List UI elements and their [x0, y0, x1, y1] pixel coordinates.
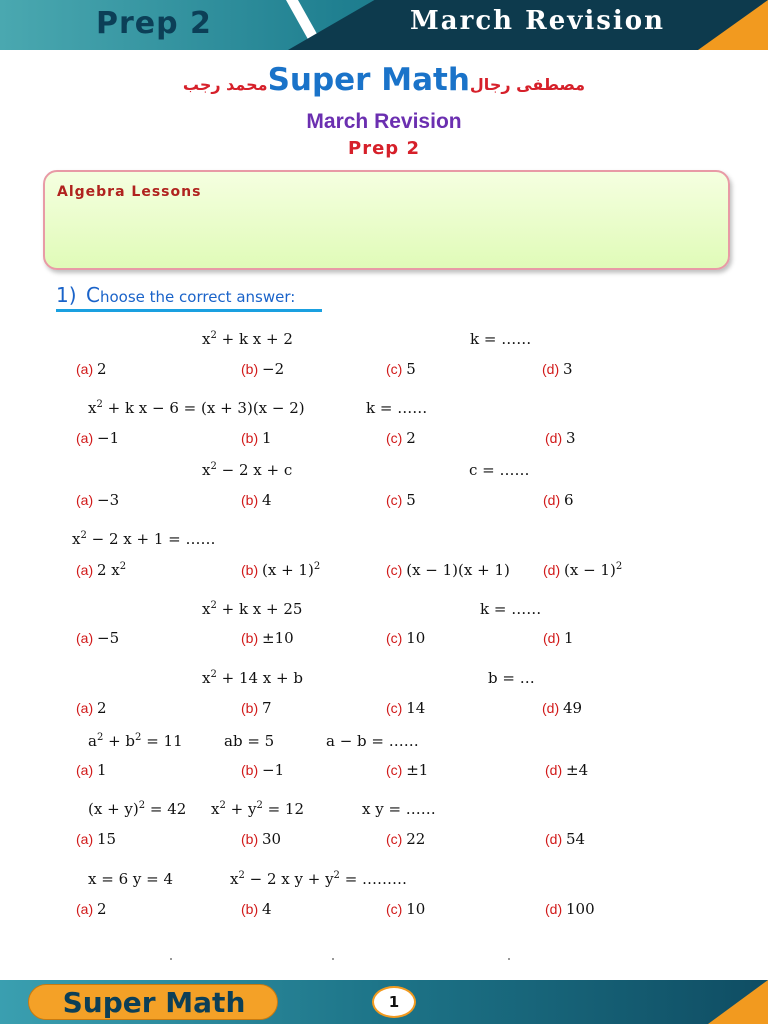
answer-option-b[interactable] [241, 561, 320, 579]
answer-option-a[interactable] [76, 830, 116, 848]
option-label: (a) [76, 630, 97, 646]
answer-option-b[interactable] [241, 629, 294, 647]
option-value: 54 [566, 830, 586, 848]
section-heading-first-letter: C [86, 283, 100, 307]
option-value: 100 [566, 900, 595, 918]
option-label: (a) [76, 430, 97, 446]
option-value: ±1 [406, 761, 429, 779]
option-value: 2 [97, 900, 107, 918]
option-value: ±4 [566, 761, 589, 779]
option-label: (c) [386, 762, 407, 778]
answer-option-c[interactable] [386, 629, 425, 647]
option-label: (c) [386, 430, 407, 446]
question-unknown: k = …… [470, 330, 532, 348]
question-expression: $x^2 - 2$ x + 1 = …… [72, 530, 216, 548]
option-value: (x − 1)(x + 1) [406, 561, 510, 579]
answer-option-c[interactable] [386, 900, 425, 918]
header-band [0, 0, 768, 50]
author-name-left: محمد رجب [182, 75, 268, 94]
answer-option-d[interactable] [545, 900, 595, 918]
option-value: 4 [262, 900, 272, 918]
option-label: (d) [542, 700, 563, 716]
option-value: −3 [97, 491, 120, 509]
option-value: 3 [566, 429, 576, 447]
answer-option-c[interactable] [386, 429, 416, 447]
brand-title: Super Math [267, 62, 470, 98]
option-label: (c) [386, 492, 407, 508]
question-expression: $x^2 + k$ x − 6 = (x + 3)(x − 2) [88, 399, 305, 417]
answer-option-d[interactable] [545, 830, 585, 848]
page-number: 1 [372, 986, 416, 1018]
answer-option-b[interactable] [241, 360, 284, 378]
option-value: 5 [406, 491, 416, 509]
option-value: 14 [406, 699, 426, 717]
option-value: 4 [262, 491, 272, 509]
answer-option-d[interactable] [545, 761, 588, 779]
option-label: (d) [543, 630, 564, 646]
option-label: (b) [241, 430, 262, 446]
option-value: −1 [262, 761, 285, 779]
answer-option-d[interactable] [545, 429, 576, 447]
option-label: (d) [545, 762, 566, 778]
answer-option-c[interactable] [386, 561, 510, 579]
question-expression: $x^2 + k$ x + 25 [202, 600, 303, 618]
question-expression-2: $x^2 + y^2 = 12$ [211, 800, 305, 818]
option-value: 30 [262, 830, 282, 848]
answer-option-b[interactable] [241, 761, 284, 779]
option-label: (a) [76, 492, 97, 508]
option-label: (c) [386, 361, 407, 377]
question-expression: x = 6 y = 4 [88, 870, 173, 888]
option-value: 49 [563, 699, 583, 717]
option-value: 5 [406, 360, 416, 378]
option-label: (b) [241, 762, 262, 778]
option-label: (b) [241, 562, 262, 578]
option-label: (c) [386, 700, 407, 716]
option-value: 22 [406, 830, 426, 848]
answer-option-d[interactable] [542, 699, 582, 717]
option-value: 2 [97, 699, 107, 717]
option-value: 15 [97, 830, 117, 848]
answer-option-c[interactable] [386, 699, 425, 717]
option-value: 2 [97, 360, 107, 378]
question-unknown: k = …… [480, 600, 542, 618]
question-unknown: x y = …… [362, 800, 436, 818]
answer-option-b[interactable] [241, 491, 272, 509]
option-label: (d) [545, 901, 566, 917]
brand-title-row [0, 62, 768, 98]
answer-option-a[interactable] [76, 699, 107, 717]
answer-option-c[interactable] [386, 491, 416, 509]
answer-option-c[interactable] [386, 830, 425, 848]
option-value: −1 [97, 429, 120, 447]
option-value: 2 [406, 429, 416, 447]
answer-option-b[interactable] [241, 699, 272, 717]
option-value: 10 [406, 629, 426, 647]
section-number: 1) [56, 283, 77, 307]
question-expression: $x^2 + 14$ x + b [202, 669, 303, 687]
answer-option-a[interactable] [76, 491, 119, 509]
lessons-label: Algebra Lessons [57, 184, 202, 200]
option-label: (b) [241, 901, 262, 917]
option-label: (a) [76, 361, 97, 377]
option-value: 1 [97, 761, 107, 779]
answer-option-d[interactable] [542, 360, 573, 378]
option-label: (a) [76, 762, 97, 778]
option-value: 2 $x^2$ [97, 561, 127, 579]
answer-option-a[interactable] [76, 561, 126, 579]
option-value: 10 [406, 900, 426, 918]
answer-option-a[interactable] [76, 360, 107, 378]
header-grade-title: Prep 2 [96, 6, 212, 41]
answer-option-a[interactable] [76, 900, 107, 918]
question-unknown: b = … [488, 669, 535, 687]
option-label: (b) [241, 492, 262, 508]
footer-band [0, 980, 768, 1024]
option-value: ±10 [262, 629, 294, 647]
option-value: −2 [262, 360, 285, 378]
option-value: 1 [564, 629, 574, 647]
answer-option-a[interactable] [76, 429, 119, 447]
answer-option-c[interactable] [386, 360, 416, 378]
section-heading-rest: hoose the correct answer: [99, 288, 296, 306]
option-label: (c) [386, 831, 407, 847]
subtitle: March Revision [306, 110, 462, 133]
option-value: 6 [564, 491, 574, 509]
option-label: (b) [241, 630, 262, 646]
answer-option-d[interactable] [543, 491, 574, 509]
option-value: $(x + 1)^2$ [262, 561, 321, 579]
grade-subtitle: Prep 2 [348, 138, 420, 159]
stray-dot [508, 958, 510, 960]
section-heading [86, 283, 295, 307]
question-expression-2: $x^2 - 2$ x $y + y^2$ = ……… [230, 870, 408, 888]
question-unknown: a − b = …… [326, 732, 419, 750]
option-label: (c) [386, 562, 407, 578]
option-label: (a) [76, 831, 97, 847]
option-value: $(x - 1)^2$ [564, 561, 623, 579]
option-value: 1 [262, 429, 272, 447]
question-expression: $(x + y)^2 = 42$ [88, 800, 187, 818]
answer-option-b[interactable] [241, 900, 272, 918]
question-expression: $x^2 + k$ x + 2 [202, 330, 293, 348]
question-expression: $a^2 + b^2 = 11$ [88, 732, 183, 750]
answer-option-d[interactable] [543, 561, 622, 579]
option-label: (c) [386, 630, 407, 646]
answer-option-a[interactable] [76, 629, 119, 647]
option-value: 3 [563, 360, 573, 378]
answer-option-d[interactable] [543, 629, 574, 647]
option-label: (a) [76, 700, 97, 716]
answer-option-c[interactable] [386, 761, 428, 779]
question-unknown: k = …… [366, 399, 428, 417]
option-label: (d) [542, 361, 563, 377]
stray-dot [170, 958, 172, 960]
section-underline [56, 309, 322, 312]
option-label: (c) [386, 901, 407, 917]
option-label: (a) [76, 901, 97, 917]
header-revision-title: March Revision [410, 6, 666, 36]
question-expression: $x^2 - 2$ x + c [202, 461, 293, 479]
author-name-right: مصطفى رجال [469, 75, 586, 94]
lessons-box [43, 170, 730, 270]
question-expression-2: ab = 5 [224, 732, 275, 750]
footer-brand-pill [28, 984, 278, 1020]
question-unknown: c = …… [469, 461, 530, 479]
answer-option-b[interactable] [241, 429, 272, 447]
option-label: (b) [241, 700, 262, 716]
option-label: (d) [543, 562, 564, 578]
option-value: 7 [262, 699, 272, 717]
answer-option-b[interactable] [241, 830, 281, 848]
option-label: (a) [76, 562, 97, 578]
option-value: −5 [97, 629, 120, 647]
option-label: (d) [545, 430, 566, 446]
option-label: (b) [241, 831, 262, 847]
option-label: (d) [543, 492, 564, 508]
answer-option-a[interactable] [76, 761, 107, 779]
option-label: (d) [545, 831, 566, 847]
footer-brand: Super Math [62, 986, 246, 1019]
stray-dot [332, 958, 334, 960]
option-label: (b) [241, 361, 262, 377]
